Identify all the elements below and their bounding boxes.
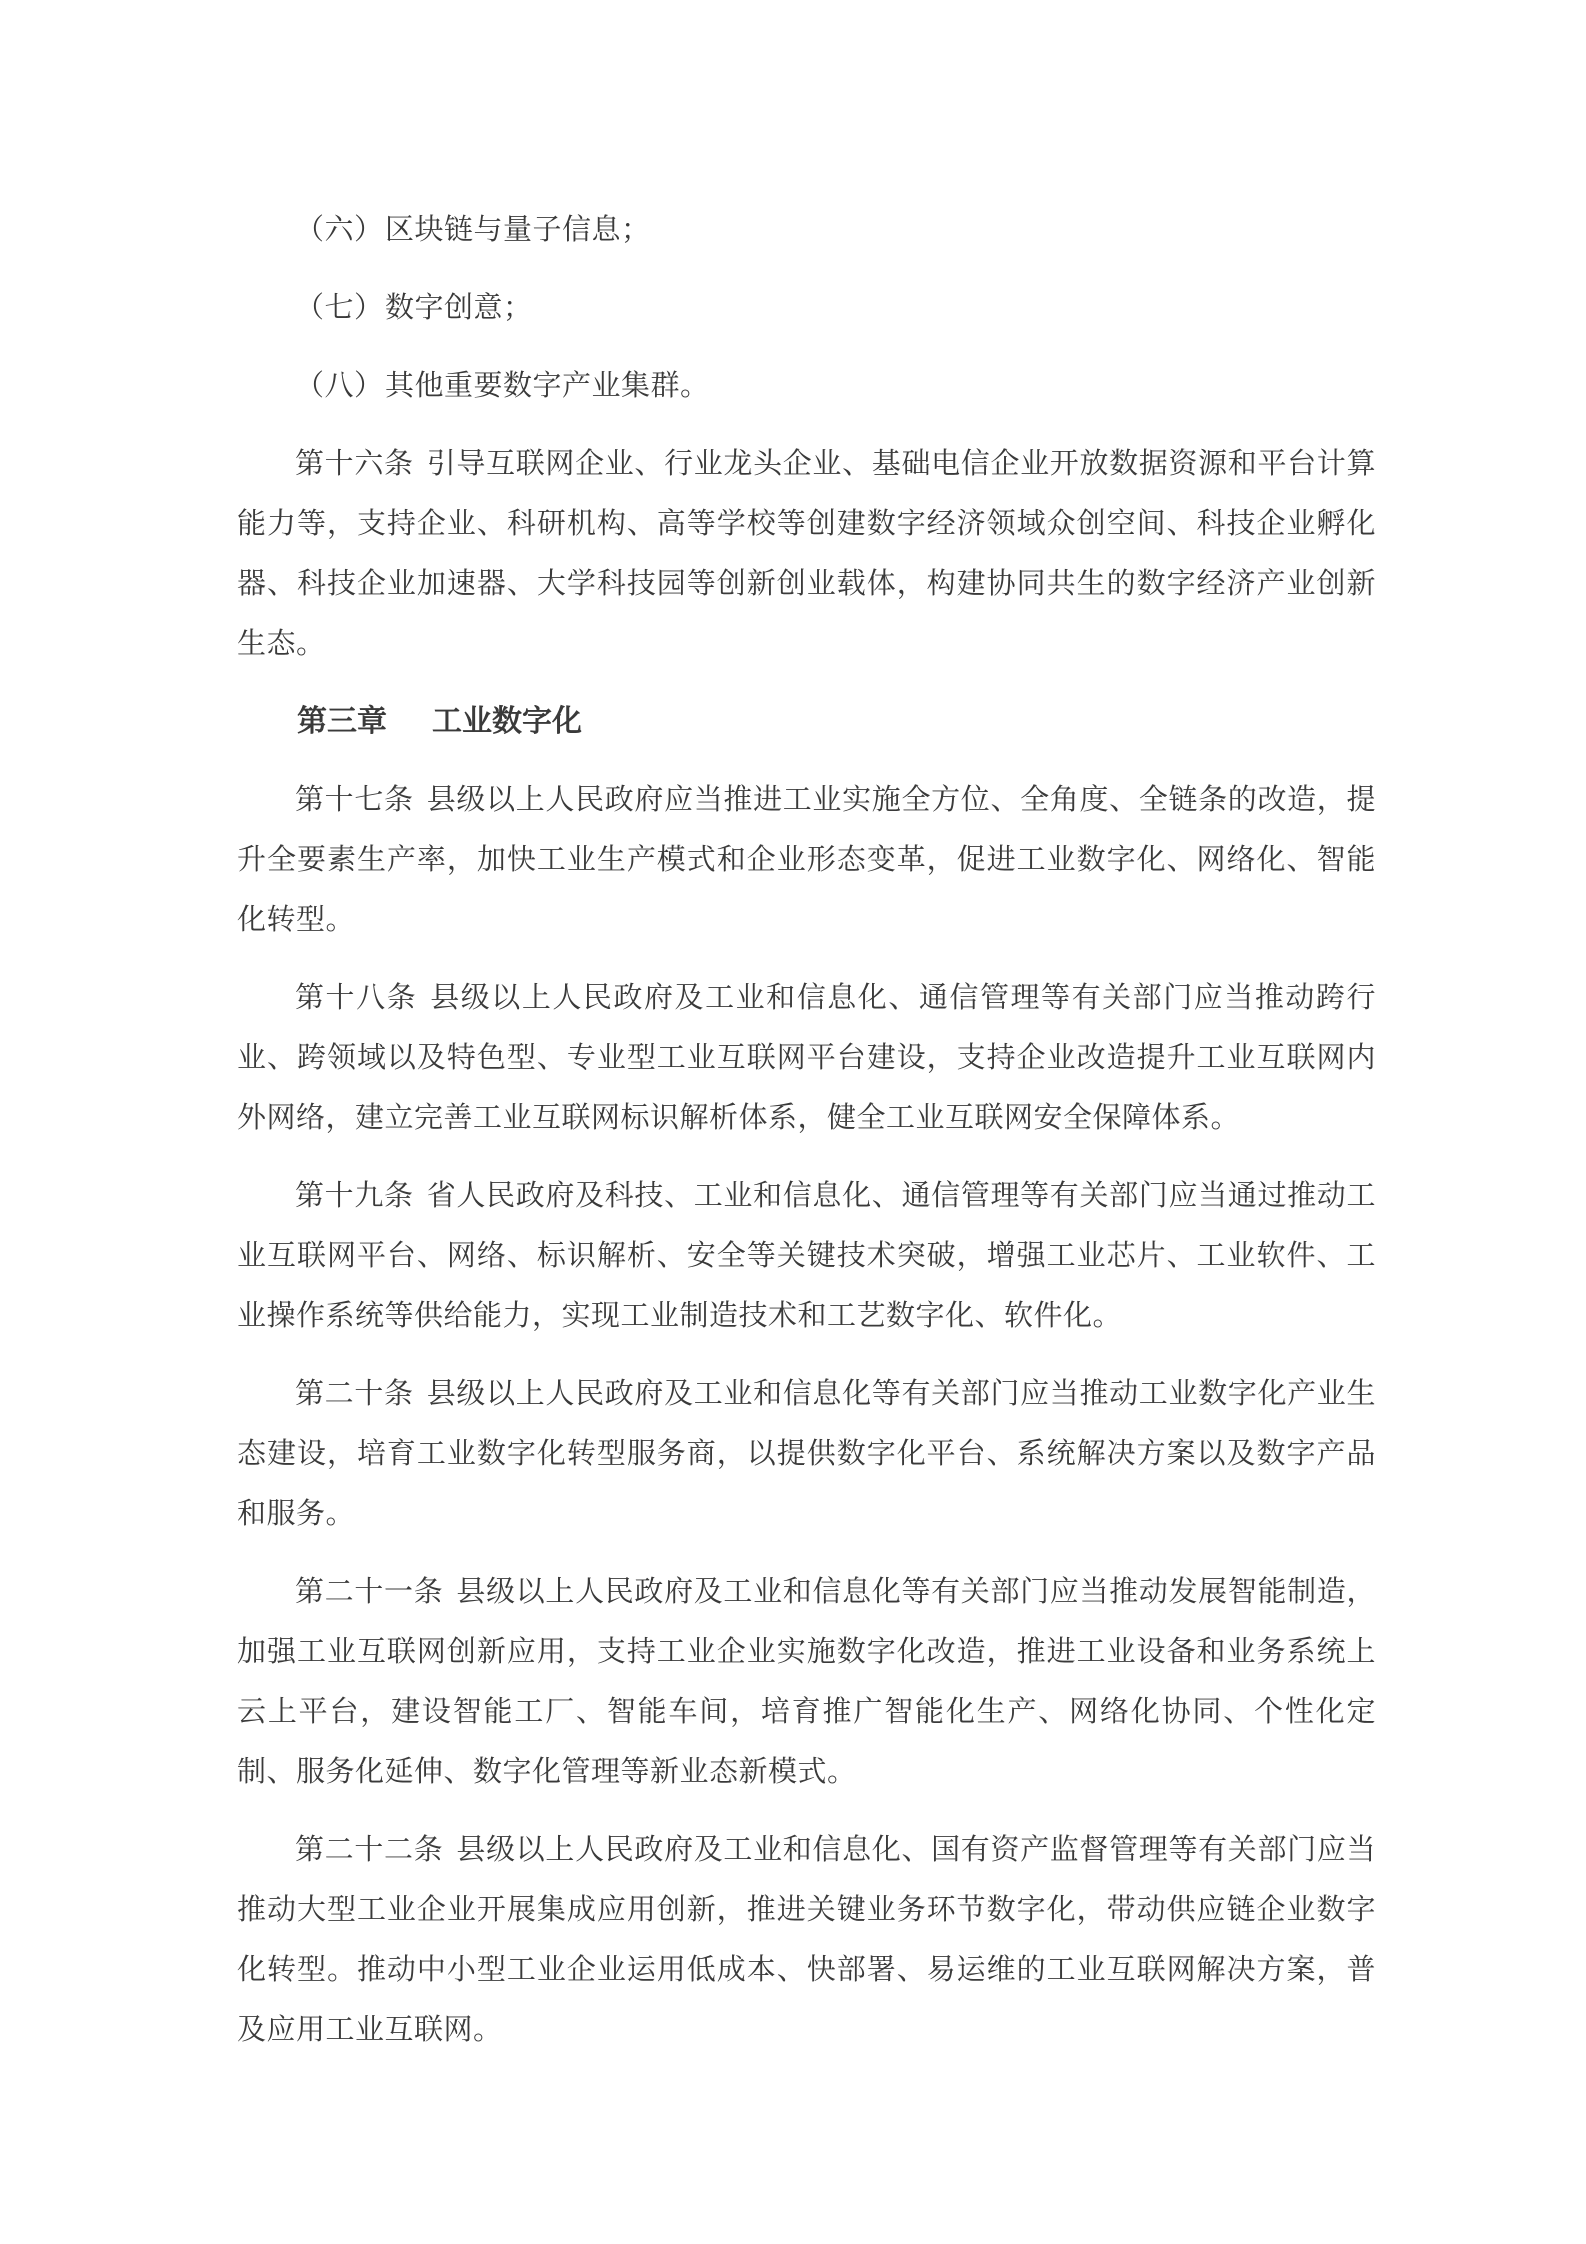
article-paragraph [237, 1820, 1376, 2060]
list-item-marker: （六） [295, 214, 384, 246]
article-paragraph [237, 770, 1376, 950]
article-text: 省人民政府及科技、工业和信息化、通信管理等有关部门应当通过推动工业互联网平台、网络、标识解析、安全等关键技术突破，增强工业芯片、工业软件、工业操作系统等供给能力，实现工业制造技术和工艺数字化、软件化。 [237, 1180, 1376, 1332]
article-paragraph [237, 968, 1376, 1148]
article-number: 第二十二条 [295, 1834, 444, 1866]
article-number: 第十九条 [295, 1180, 414, 1212]
article-number: 第二十条 [295, 1378, 414, 1410]
list-item-marker: （七） [295, 292, 384, 324]
chapter-heading [237, 692, 1376, 752]
article-text: 县级以上人民政府及工业和信息化、通信管理等有关部门应当推动跨行业、跨领域以及特色型、专业型工业互联网平台建设，支持企业改造提升工业互联网内外网络，建立完善工业互联网标识解析体系，健全工业互联网安全保障体系。 [237, 982, 1376, 1134]
article-text: 县级以上人民政府及工业和信息化等有关部门应当推动发展智能制造，加强工业互联网创新应用，支持工业企业实施数字化改造，推进工业设备和业务系统上云上平台，建设智能工厂、智能车间，培育推广智能化生产、网络化协同、个性化定制、服务化延伸、数字化管理等新业态新模式。 [237, 1576, 1376, 1788]
article-number: 第十六条 [295, 448, 414, 480]
list-item-text: 其他重要数字产业集群。 [384, 370, 710, 402]
article-paragraph [237, 434, 1376, 674]
article-text: 引导互联网企业、行业龙头企业、基础电信企业开放数据资源和平台计算能力等，支持企业、科研机构、高等学校等创建数字经济领域众创空间、科技企业孵化器、科技企业加速器、大学科技园等创新创业载体，构建协同共生的数字经济产业创新生态。 [237, 448, 1376, 660]
article-paragraph [237, 1364, 1376, 1544]
article-number: 第二十一条 [295, 1576, 444, 1608]
list-item-marker: （八） [295, 370, 384, 402]
list-item-text: 区块链与量子信息； [384, 214, 651, 246]
list-item [237, 356, 1376, 416]
article-text: 县级以上人民政府及工业和信息化、国有资产监督管理等有关部门应当推动大型工业企业开展集成应用创新，推进关键业务环节数字化，带动供应链企业数字化转型。推动中小型工业企业运用低成本、快部署、易运维的工业互联网解决方案，普及应用工业互联网。 [237, 1834, 1376, 2046]
list-item-text: 数字创意； [384, 292, 533, 324]
list-item [237, 278, 1376, 338]
chapter-title: 工业数字化 [432, 705, 582, 738]
article-text: 县级以上人民政府及工业和信息化等有关部门应当推动工业数字化产业生态建设，培育工业数字化转型服务商，以提供数字化平台、系统解决方案以及数字产品和服务。 [237, 1378, 1376, 1530]
article-paragraph [237, 1562, 1376, 1802]
article-number: 第十七条 [295, 784, 414, 816]
list-item [237, 200, 1376, 260]
article-text: 县级以上人民政府应当推进工业实施全方位、全角度、全链条的改造，提升全要素生产率，加快工业生产模式和企业形态变革，促进工业数字化、网络化、智能化转型。 [237, 784, 1376, 936]
article-paragraph [237, 1166, 1376, 1346]
chapter-number: 第三章 [297, 705, 387, 738]
article-number: 第十八条 [295, 982, 418, 1014]
